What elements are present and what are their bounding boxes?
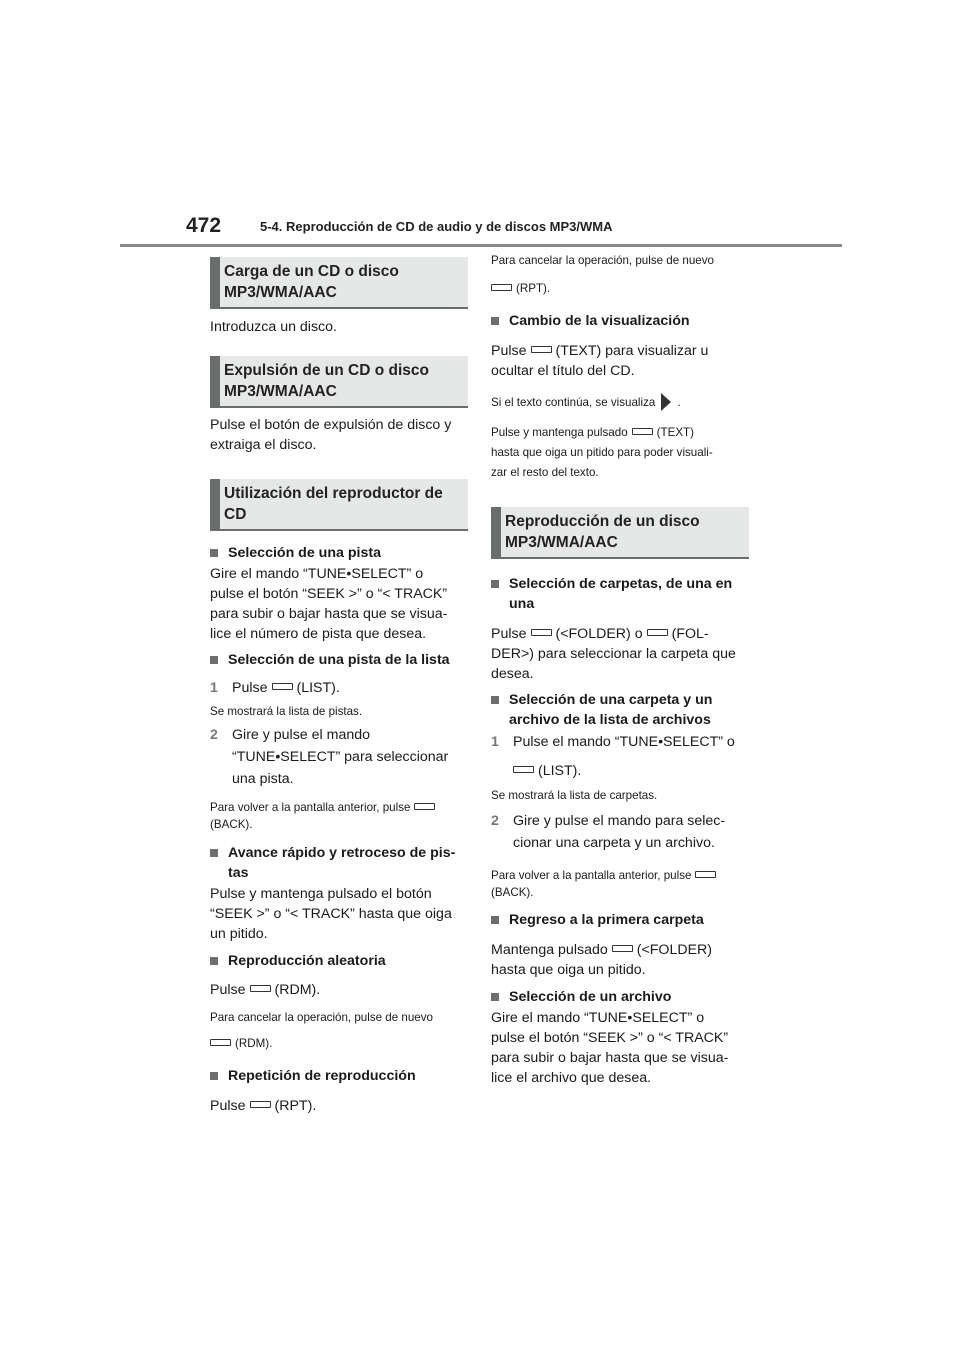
ff-text: Pulse y mantenga pulsado el botón “SEEK >” o “< TRACK” hasta que oiga un pitido. [210,886,452,942]
subheading-file: Selección de un archivo [491,987,749,1007]
track-text: Gire el mando “TUNE•SELECT” o pulse el botón “SEEK >” o “< TRACK” para subir o bajar hasta que se visua- lice el número de pista que desea. [210,566,448,642]
square-bullet-icon [210,549,218,557]
random-text: Pulse (RDM). [210,982,321,998]
square-bullet-icon [491,696,499,704]
repeat-text: Pulse (RPT). [210,1098,317,1114]
list-button-icon [272,683,293,690]
right-column [491,252,749,1088]
first-folder-text: Mantenga pulsado (<FOLDER) hasta que oiga un pitido. [491,942,713,978]
load-text: Introduzca un disco. [210,319,337,335]
section-heading-eject: Expulsión de un CD o disco MP3/WMA/AAC [210,356,468,408]
step-1: 1 Pulse (LIST). [210,680,340,696]
square-bullet-icon [210,656,218,664]
rpt-button-icon [250,1101,271,1108]
display-text: Pulse (TEXT) para visualizar u ocultar el título del CD. [491,343,709,379]
text-button-icon [531,346,552,353]
file-text: Gire el mando “TUNE•SELECT” o pulse el botón “SEEK >” o “< TRACK” para subir o bajar hasta que se visua- lice el archivo que desea. [491,1010,729,1086]
rdm-button-icon [210,1039,231,1046]
subheading-random: Reproducción aleatoria [210,951,468,971]
square-bullet-icon [210,1072,218,1080]
repeat-cancel: Para cancelar la operación, pulse de nuevo [491,254,715,267]
section-heading-mp3: Reproducción de un disco MP3/WMA/AAC [491,507,749,559]
random-cancel-button: (RDM). [210,1035,468,1052]
square-bullet-icon [491,993,499,1001]
square-bullet-icon [491,317,499,325]
step-2-right: 2 Gire y pulse el mando para selec- cionar una carpeta y un archivo. [491,813,726,851]
step-1-right: 1 Pulse el mando “TUNE•SELECT” o [491,734,735,750]
subheading-track: Selección de una pista [210,543,468,563]
section-title: 5-4. Reproducción de CD de audio y de discos MP3/WMA [260,219,613,234]
subheading-repeat: Repetición de reproducción [210,1066,468,1086]
folder-down-button-icon [531,629,552,636]
subheading-folder: Selección de carpetas, de una en una [491,574,749,614]
list-button-icon [513,766,534,773]
hold-note: Pulse y mantenga pulsado (TEXT) hasta que oiga un pitido para poder visuali- zar el resto del texto. [491,426,713,479]
page-number: 472 [186,214,222,237]
subheading-display: Cambio de la visualización [491,311,749,331]
back-button-icon [414,803,435,810]
section-heading-load: Carga de un CD o disco MP3/WMA/AAC [210,257,468,309]
rdm-button-icon [250,985,271,992]
step-1-right-note: Se mostrará la lista de carpetas. [491,789,658,802]
square-bullet-icon [491,580,499,588]
eject-text: Pulse el botón de expulsión de disco y extraiga el disco. [210,417,452,453]
step-1-note: Se mostrará la lista de pistas. [210,705,363,718]
repeat-cancel-button: (RPT). [491,280,749,297]
step-1-right-button: (LIST). [491,761,749,781]
subheading-first-folder: Regreso a la primera carpeta [491,910,749,930]
folder-text: Pulse (<FOLDER) o (FOL- DER>) para seleccionar la carpeta que desea. [491,626,736,682]
rpt-button-icon [491,284,512,291]
square-bullet-icon [491,916,499,924]
square-bullet-icon [210,849,218,857]
folder-down-button-icon [612,945,633,952]
back-note: Para volver a la pantalla anterior, pulse (BACK). [210,799,468,833]
square-bullet-icon [210,957,218,965]
arrow-right-icon [661,393,671,411]
subheading-file-list: Selección de una carpeta y un archivo de la lista de archivos [491,690,749,730]
header-rule [120,244,842,247]
subheading-ff: Avance rápido y retroceso de pis- tas [210,843,468,883]
back-button-icon [695,871,716,878]
subheading-list: Selección de una pista de la lista [210,650,468,670]
left-column [210,257,468,1116]
section-heading-cd-player: Utilización del reproductor de CD [210,479,468,531]
back-note-right: Para volver a la pantalla anterior, pulse (BACK). [491,867,749,901]
random-cancel: Para cancelar la operación, pulse de nuevo [210,1011,434,1024]
continue-note: Si el texto continúa, se visualiza . [491,393,749,413]
step-2: 2 Gire y pulse el mando “TUNE•SELECT” para seleccionar una pista. [210,727,449,787]
folder-up-button-icon [647,629,668,636]
text-button-icon [632,428,653,435]
